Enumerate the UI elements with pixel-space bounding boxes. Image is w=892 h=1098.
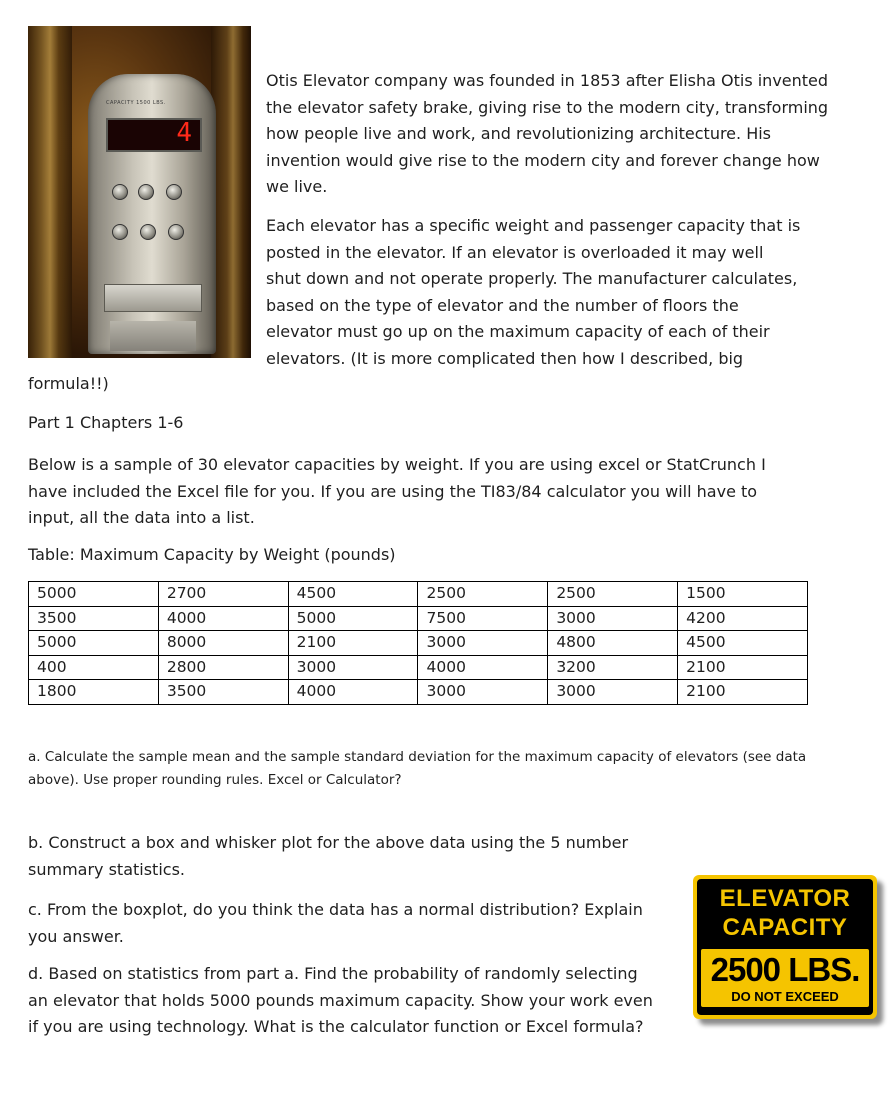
capacity-table	[28, 581, 808, 705]
table-row	[29, 680, 808, 705]
table-cell: 2100	[678, 655, 808, 680]
sample-description: Below is a sample of 30 elevator capacities by weight. If you are using excel or StatCrunch I have included the Excel file for you. If you are using the TI83/84 calculator you will have to input, all the data into a list.	[28, 455, 766, 527]
table-cell: 2500	[418, 582, 548, 607]
elevator-capacity-sign	[693, 875, 877, 1019]
elevator-button-icon	[166, 184, 182, 200]
table-cell: 2700	[158, 582, 288, 607]
photo-frame-left	[28, 26, 72, 358]
intro-paragraph-2-line: posted in the elevator. If an elevator is overloaded it may well	[266, 242, 764, 262]
table-cell: 3500	[29, 606, 159, 631]
question-d: d. Based on statistics from part a. Find the probability of randomly selecting an elevator that holds 5000 pounds maximum capacity. Show your work even if you are using technology. What is the calculator function or Excel formula?	[28, 964, 653, 1036]
table-cell: 5000	[288, 606, 418, 631]
table-cell: 4500	[288, 582, 418, 607]
table-row	[29, 655, 808, 680]
elevator-button-icon	[168, 224, 184, 240]
table-cell: 2100	[288, 631, 418, 656]
panel-plaque	[110, 321, 196, 351]
intro-paragraph-2-line: elevator must go up on the maximum capacity of each of their	[266, 322, 770, 341]
intro-paragraph-2-line: Each elevator has a specific weight and passenger capacity that is	[266, 216, 801, 235]
intro-paragraph-1: Otis Elevator company was founded in 1853 after Elisha Otis invented the elevator safety brake, giving rise to the modern city, transforming how people live and work, and revolutionizing architecture. His invention would give rise to the modern city and forever change how we live.	[266, 71, 829, 196]
photo-frame-right	[211, 26, 251, 358]
sign-inner-panel	[697, 879, 873, 1015]
question-c: c. From the boxplot, do you think the data has a normal distribution? Explain you answer.	[28, 900, 643, 946]
table-cell: 3000	[548, 606, 678, 631]
table-cell: 1500	[678, 582, 808, 607]
panel-key-slot	[104, 284, 202, 312]
question-b: b. Construct a box and whisker plot for the above data using the 5 number summary statistics.	[28, 833, 629, 879]
table-cell: 4500	[678, 631, 808, 656]
elevator-button-icon	[112, 224, 128, 240]
table-cell: 3000	[418, 680, 548, 705]
table-cell: 4000	[288, 680, 418, 705]
table-cell: 3000	[548, 680, 678, 705]
table-cell: 5000	[29, 582, 159, 607]
table-cell: 2500	[548, 582, 678, 607]
elevator-button-icon	[112, 184, 128, 200]
table-caption: Table: Maximum Capacity by Weight (pounds)	[28, 545, 396, 564]
table-cell: 4800	[548, 631, 678, 656]
intro-paragraph-2-tail: formula!!)	[28, 374, 109, 393]
table-cell: 4000	[158, 606, 288, 631]
intro-paragraph-2-line: elevators. (It is more complicated then how I described, big	[266, 348, 744, 368]
table-cell: 3000	[418, 631, 548, 656]
table-cell: 2100	[678, 680, 808, 705]
sign-line-1: ELEVATOR	[719, 885, 851, 912]
table-cell: 5000	[29, 631, 159, 656]
table-cell: 2800	[158, 655, 288, 680]
table-cell: 1800	[29, 680, 159, 705]
sign-amount-band	[701, 949, 869, 1007]
table-row	[29, 582, 808, 607]
intro-paragraph-2-line: shut down and not operate properly. The manufacturer calculates,	[266, 269, 798, 288]
table-cell: 4200	[678, 606, 808, 631]
table-cell: 7500	[418, 606, 548, 631]
sign-amount: 2500 LBS.	[710, 951, 860, 988]
sign-warning: DO NOT EXCEED	[731, 989, 839, 1004]
table-row	[29, 606, 808, 631]
table-cell: 8000	[158, 631, 288, 656]
question-a: a. Calculate the sample mean and the sample standard deviation for the maximum capacity of elevators (see data above). Use proper rounding rules. Excel or Calculator?	[28, 749, 807, 788]
elevator-button-icon	[140, 224, 156, 240]
table-cell: 3200	[548, 655, 678, 680]
table-cell: 3500	[158, 680, 288, 705]
intro-paragraph-2-line: based on the type of elevator and the number of floors the	[266, 295, 739, 315]
table-cell: 4000	[418, 655, 548, 680]
elevator-button-icon	[138, 184, 154, 200]
table-row	[29, 631, 808, 656]
floor-display-digit: 4	[176, 118, 192, 148]
table-cell: 3000	[288, 655, 418, 680]
sign-line-2: CAPACITY	[722, 914, 848, 941]
part-heading: Part 1 Chapters 1-6	[28, 413, 184, 432]
table-cell: 400	[29, 655, 159, 680]
photo-capacity-label: CAPACITY 1500 LBS.	[106, 100, 166, 106]
elevator-panel-photo	[28, 26, 251, 358]
elevator-control-panel	[88, 74, 216, 354]
floor-display	[106, 118, 202, 152]
